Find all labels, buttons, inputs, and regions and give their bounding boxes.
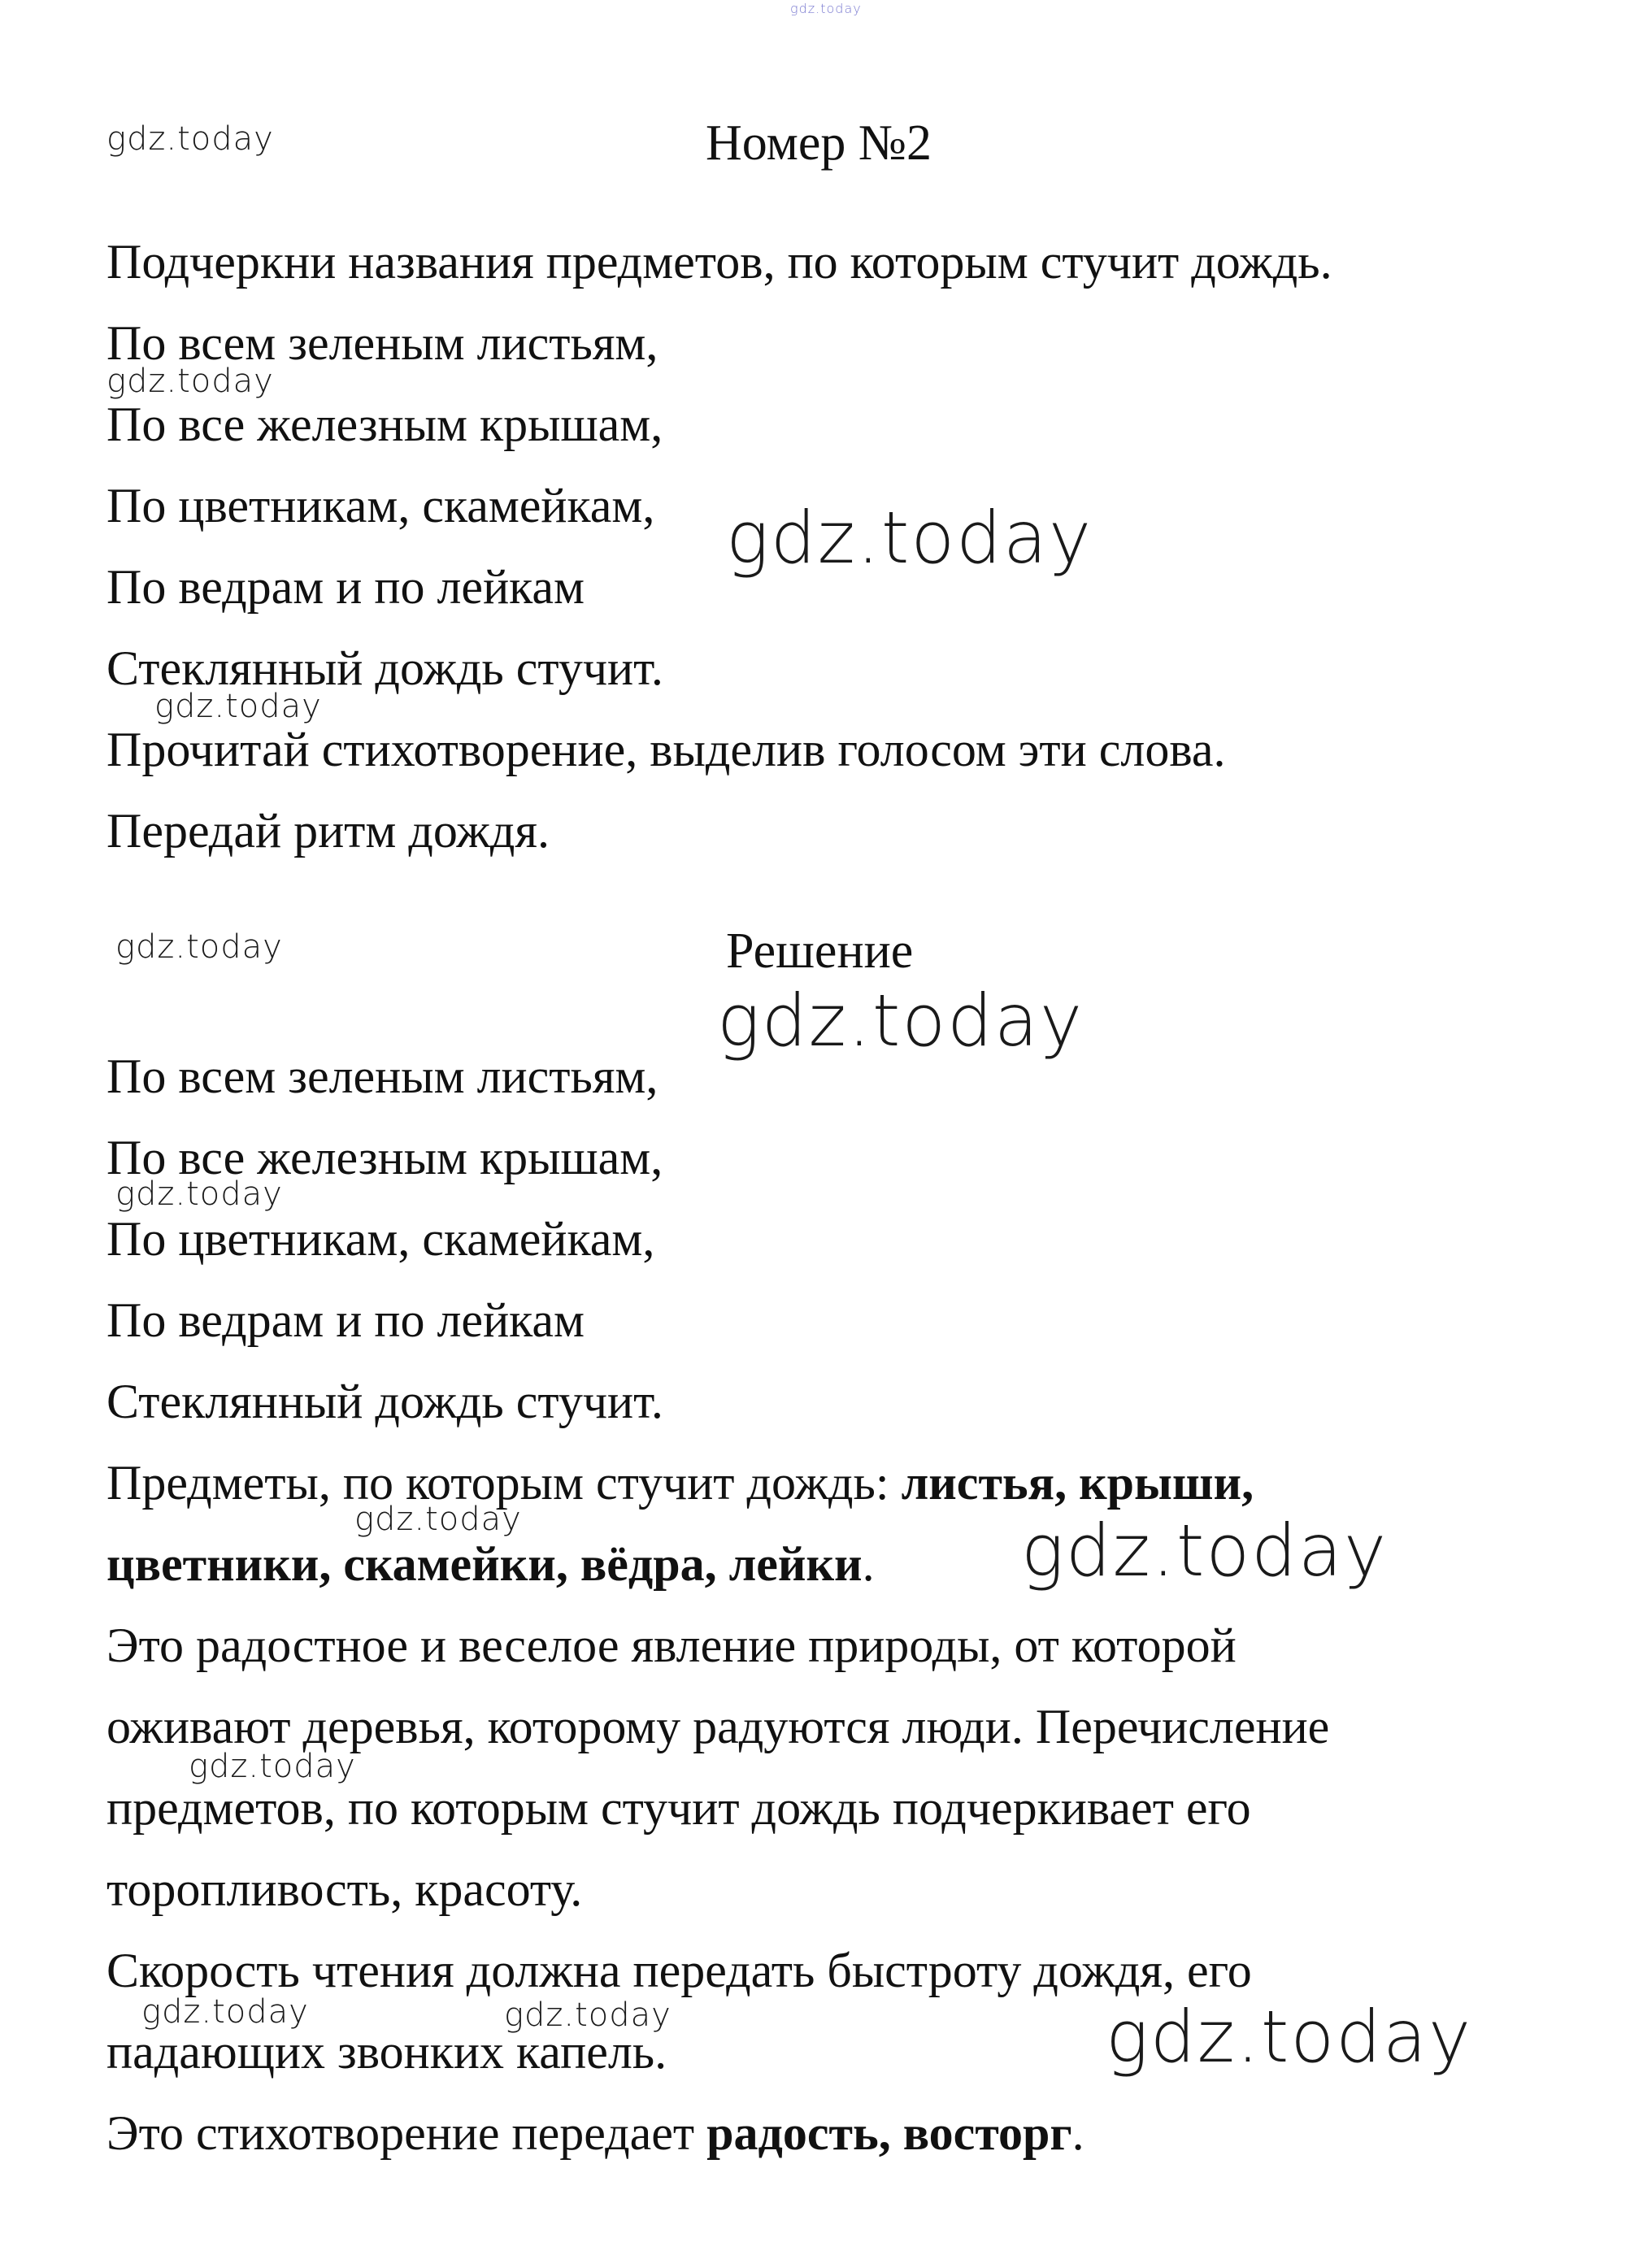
objects-suffix: . <box>862 1537 875 1591</box>
objects-bold-1: листья, крыши, <box>901 1456 1254 1510</box>
task-instruction: Подчеркни названия предметов, по которым стучит дождь. <box>106 235 1332 289</box>
conclusion-suffix: . <box>1071 2106 1084 2160</box>
task-poem-line-3: По цветникам, скамейкам, <box>106 479 655 532</box>
watermark: gdz.today <box>1106 1995 1473 2079</box>
watermark: gdz.today <box>717 979 1084 1062</box>
solution-poem-line-5: Стеклянный дождь стучит. <box>106 1375 663 1428</box>
watermark: gdz.today <box>354 1501 522 1538</box>
watermark: gdz.today <box>115 1175 283 1213</box>
watermark: gdz.today <box>189 1748 356 1785</box>
task-poem-line-2: По все железным крышам, <box>106 398 663 451</box>
watermark: gdz.today <box>141 1993 309 2031</box>
solution-paragraph1-line-2: оживают деревья, которому радуются люди. Перечисление <box>106 1700 1330 1753</box>
objects-prefix: Предметы, по которым стучит дождь: <box>106 1456 902 1510</box>
watermark: gdz.today <box>106 363 274 400</box>
watermark: gdz.today <box>726 496 1093 580</box>
solution-poem-line-1: По всем зеленым листьям, <box>106 1049 659 1103</box>
task-title: Номер №2 <box>706 115 932 171</box>
watermark: gdz.today <box>504 1996 672 2034</box>
solution-paragraph1-line-1: Это радостное и веселое явление природы, от которой <box>106 1618 1237 1672</box>
objects-bold-2: цветники, скамейки, вёдра, лейки <box>106 1537 863 1591</box>
watermark-top: gdz.today <box>790 1 862 16</box>
task-poem-line-5: Стеклянный дождь стучит. <box>106 641 663 695</box>
watermark: gdz.today <box>106 120 274 158</box>
task-instruction-2: Прочитай стихотворение, выделив голосом эти слова. <box>106 723 1226 776</box>
solution-paragraph2-line-1: Скорость чтения должна передать быстроту дождя, его <box>106 1944 1252 1997</box>
solution-objects-line-2 <box>106 1535 875 1593</box>
task-poem-line-4: По ведрам и по лейкам <box>106 560 585 614</box>
conclusion-prefix: Это стихотворение передает <box>106 2106 707 2160</box>
solution-paragraph1-line-4: торопливость, красоту. <box>106 1862 583 1916</box>
solution-poem-line-4: По ведрам и по лейкам <box>106 1293 585 1347</box>
solution-paragraph2-line-2: падающих звонких капель. <box>106 2025 667 2079</box>
task-poem-line-1: По всем зеленым листьям, <box>106 316 659 370</box>
conclusion-bold: радость, восторг <box>706 2106 1072 2160</box>
solution-objects-line-1 <box>106 1453 1254 1512</box>
watermark: gdz.today <box>154 688 322 725</box>
task-instruction-3: Передай ритм дождя. <box>106 804 550 858</box>
watermark: gdz.today <box>1021 1509 1389 1592</box>
watermark: gdz.today <box>115 928 283 966</box>
solution-title: Решение <box>726 923 914 979</box>
solution-poem-line-3: По цветникам, скамейкам, <box>106 1212 655 1266</box>
solution-poem-line-2: По все железным крышам, <box>106 1131 663 1184</box>
solution-conclusion <box>106 2104 1084 2162</box>
solution-paragraph1-line-3: предметов, по которым стучит дождь подчеркивает его <box>106 1781 1251 1835</box>
